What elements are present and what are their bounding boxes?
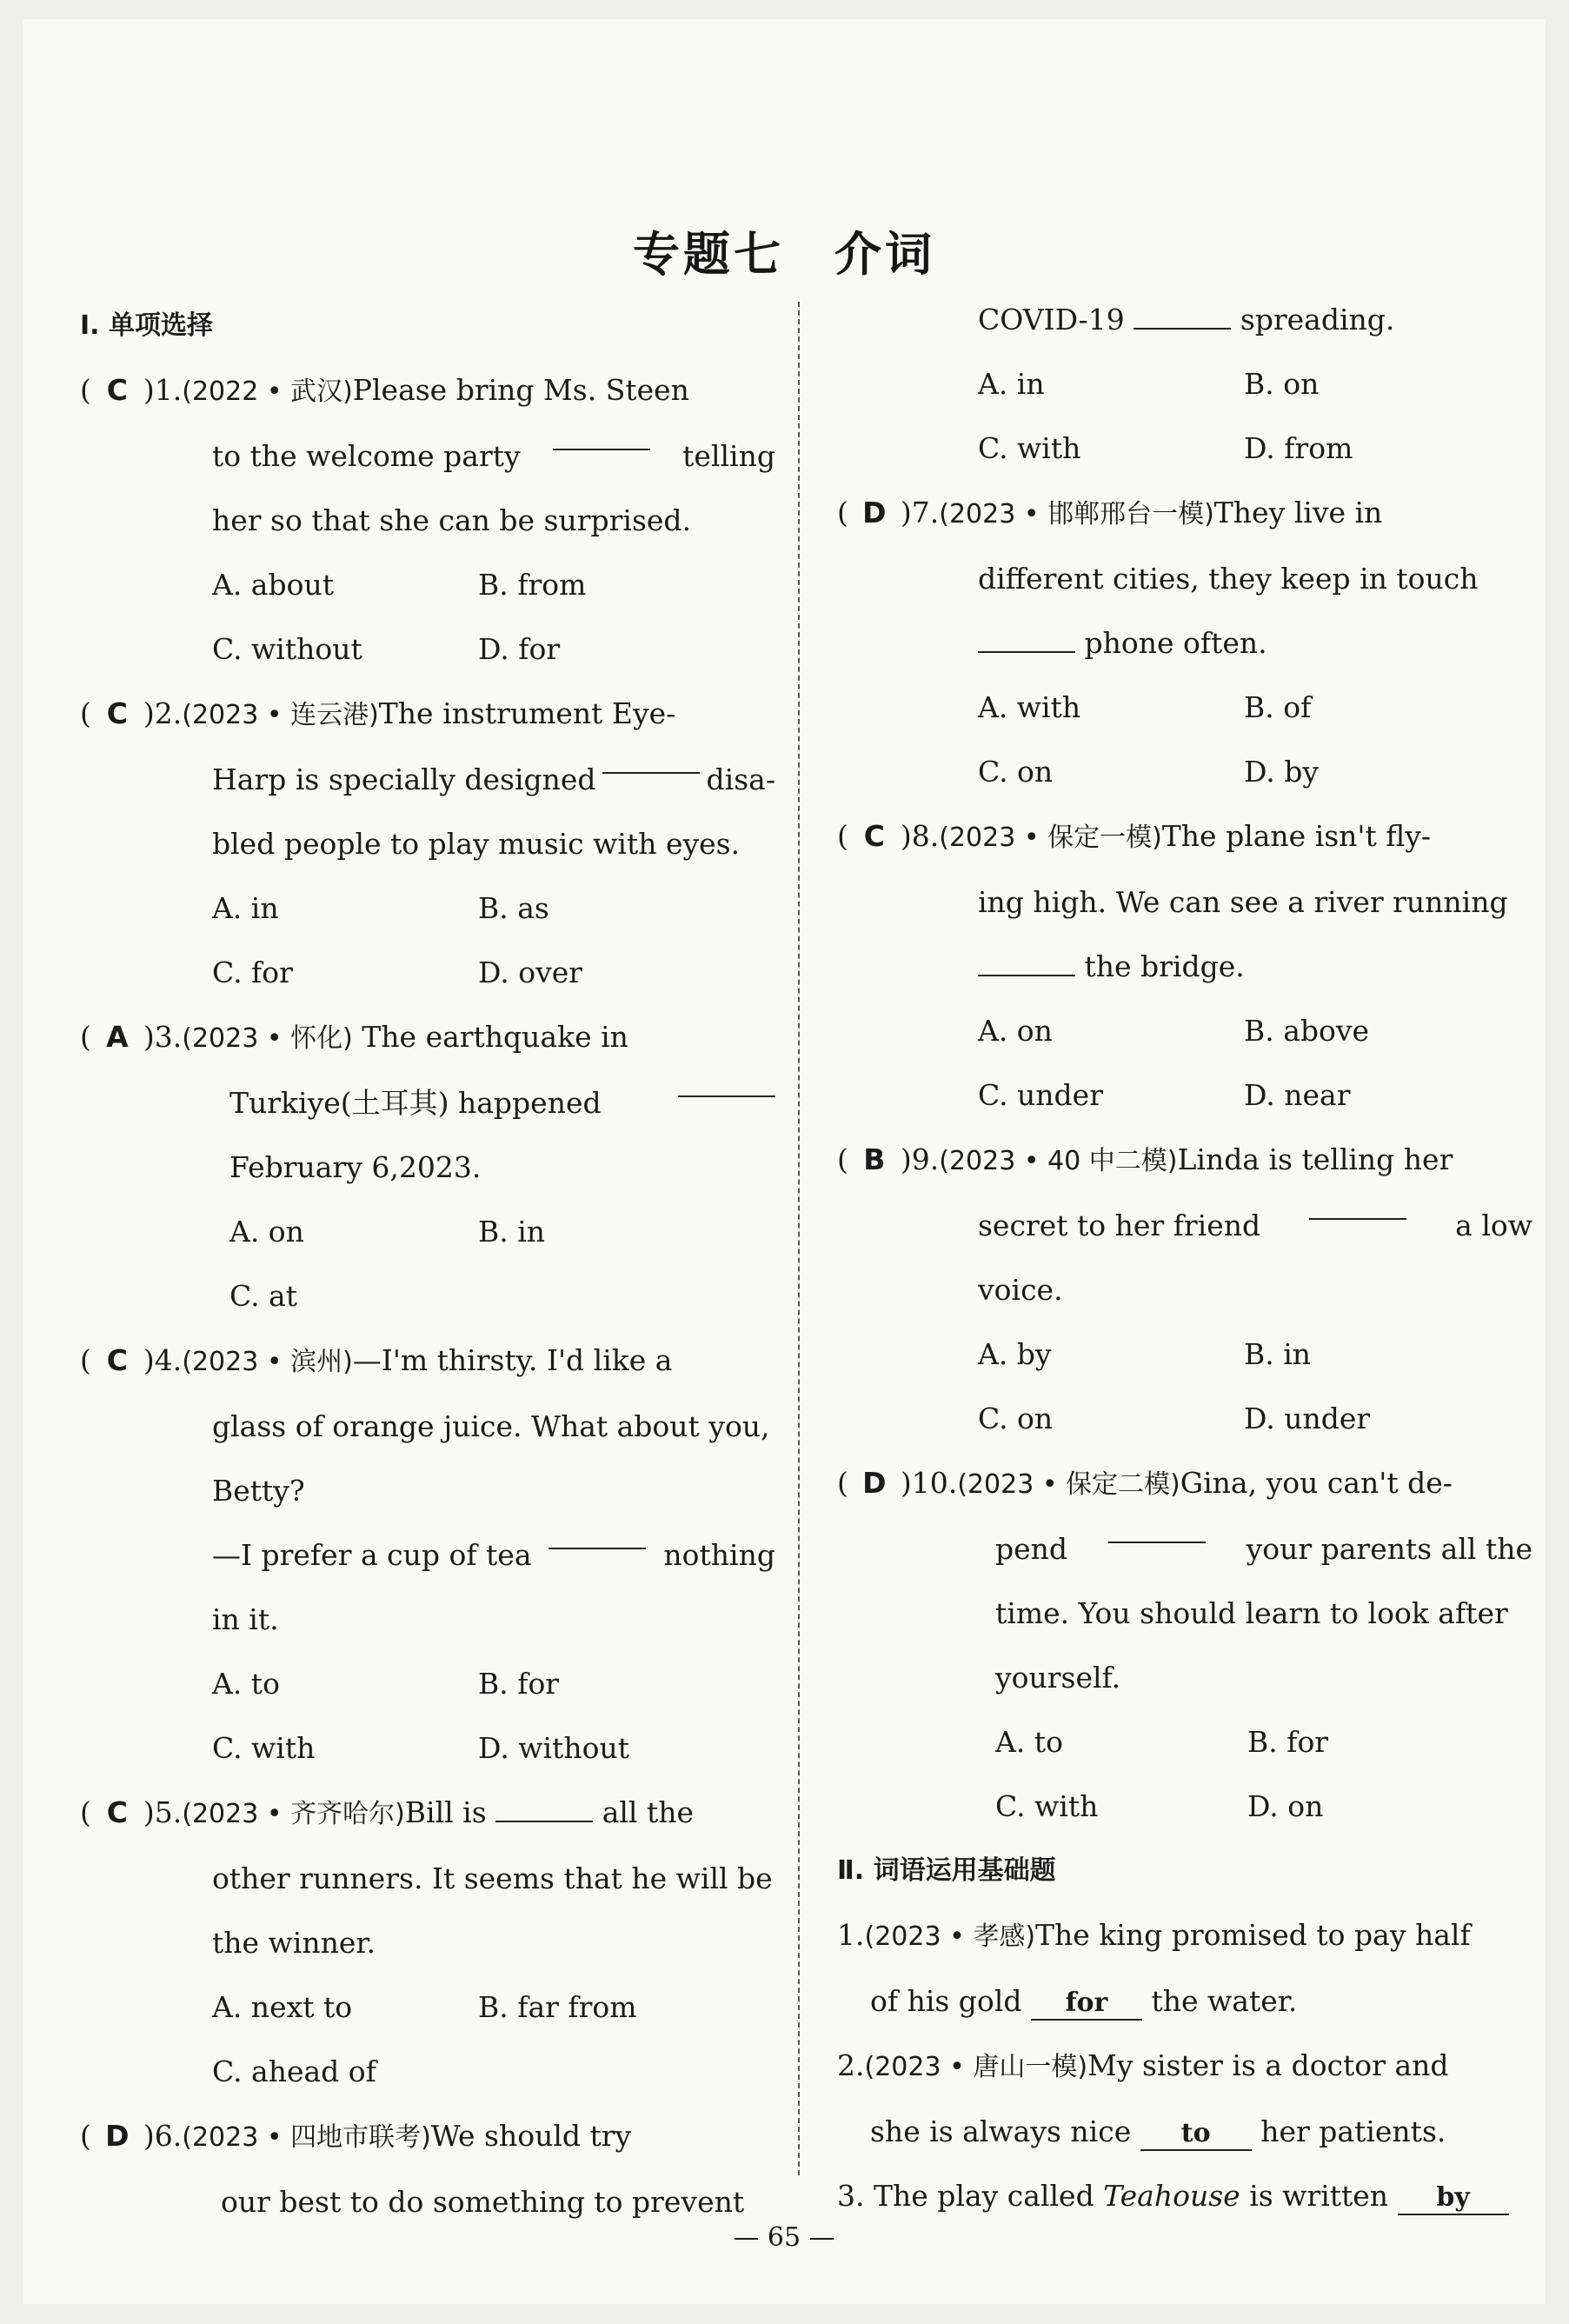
- question-number: 1.: [837, 1918, 865, 1952]
- question-text: The plane isn't fly-: [1161, 819, 1432, 853]
- question-text: other runners. It seems that he will be: [212, 1861, 773, 1895]
- question-text: the water.: [1151, 1984, 1298, 2018]
- question-text: —I prefer a cup of tea: [212, 1538, 532, 1572]
- question-source: (2023 • 保定一模): [939, 822, 1162, 853]
- question-text: pend: [995, 1532, 1068, 1566]
- answer-mark: B: [863, 1142, 886, 1176]
- question-source: (2023 • 唐山一模): [864, 2052, 1088, 2082]
- question-6-continued: [837, 288, 1532, 481]
- answer-mark: D: [862, 1466, 887, 1500]
- question-text: a low: [1455, 1209, 1532, 1242]
- answer-blank: [978, 950, 1075, 976]
- left-column: [80, 294, 775, 2234]
- question-source: (2022 • 武汉): [182, 376, 353, 407]
- answer-blank: [495, 1796, 593, 1822]
- question-number: 2.: [154, 696, 183, 730]
- option-c: C. with: [995, 1789, 1099, 1823]
- question-text: bled people to play music with eyes.: [212, 827, 741, 861]
- option-c: C. under: [978, 1078, 1103, 1112]
- question-text: the winner.: [212, 1926, 376, 1960]
- option-b: B. in: [1244, 1337, 1312, 1371]
- question-6: ( D )6.(2023 • 四地市联考)We should try our best to do something to prevent: [80, 2104, 775, 2234]
- option-a: A. by: [978, 1337, 1052, 1371]
- question-source: (2023 • 孝感): [864, 1921, 1036, 1952]
- question-text: disa-: [706, 762, 775, 796]
- question-text: in it.: [212, 1602, 279, 1636]
- question-number: 3.: [154, 1020, 183, 1054]
- option-d: D. under: [1244, 1402, 1371, 1435]
- question-text: yourself.: [995, 1661, 1121, 1695]
- filled-answer: for: [1031, 1988, 1142, 2021]
- option-a: A. on: [978, 1014, 1053, 1048]
- option-b: B. on: [1244, 367, 1320, 401]
- question-number: 10.: [911, 1466, 958, 1500]
- question-text: time. You should learn to look after: [995, 1596, 1508, 1630]
- option-b: B. for: [478, 1667, 560, 1701]
- option-b: B. far from: [478, 1990, 637, 2024]
- answer-mark: C: [106, 696, 128, 730]
- question-text: The instrument Eye-: [378, 696, 676, 730]
- worksheet-page: [23, 19, 1546, 2304]
- question-number: 4.: [154, 1343, 183, 1377]
- question-text: is written: [1249, 2179, 1389, 2213]
- question-text: Betty?: [212, 1474, 305, 1508]
- question-number: 1.: [154, 373, 183, 407]
- option-a: A. to: [995, 1725, 1063, 1759]
- question-source: (2023 • 保定二模): [957, 1469, 1180, 1500]
- section-heading-multiple-choice: Ⅰ. 单项选择: [80, 310, 214, 341]
- option-b: B. in: [478, 1215, 546, 1249]
- answer-mark: D: [862, 496, 887, 529]
- question-number: 2.: [837, 2048, 865, 2082]
- answer-mark: D: [105, 2119, 130, 2153]
- option-c: C. at: [229, 1279, 297, 1313]
- question-text: voice.: [978, 1273, 1063, 1307]
- question-7: ( D )7.(2023 • 邯郸邢台一模)They live in different cities, they keep in touch phone often. A. with B. of C. on D. by: [837, 481, 1532, 804]
- answer-blank: [548, 1523, 646, 1549]
- question-text: February 6,2023.: [229, 1150, 482, 1184]
- section-heading-word-usage: Ⅱ. 词语运用基础题: [837, 1855, 1056, 1886]
- question-text: her so that she can be surprised.: [212, 503, 692, 537]
- option-a: A. with: [978, 690, 1081, 724]
- question-text: Linda is telling her: [1177, 1142, 1453, 1176]
- answer-mark: C: [106, 1795, 128, 1829]
- question-text: We should try: [430, 2119, 632, 2153]
- option-d: D. for: [478, 632, 561, 666]
- question-2: ( C )2.(2023 • 连云港)The instrument Eye- Harp is specially designed disa- bled people to play music with eyes. A. in B. as C. for D. over: [80, 682, 775, 1005]
- question-text: Turkiye(土耳其) happened: [229, 1086, 602, 1120]
- option-b: B. as: [478, 891, 549, 925]
- question-source: (2023 • 滨州): [182, 1347, 353, 1377]
- question-text: phone often.: [1084, 626, 1267, 660]
- answer-blank: [1309, 1194, 1406, 1220]
- answer-blank: [678, 1071, 775, 1097]
- option-b: B. for: [1247, 1725, 1329, 1759]
- question-source: (2023 • 齐齐哈尔): [182, 1799, 405, 1829]
- answer-mark: C: [106, 1343, 128, 1377]
- question-4: ( C )4.(2023 • 滨州)—I'm thirsty. I'd like a glass of orange juice. What about you, Betty? —I prefer a cup of tea nothing in it. A. to B. for C. with D. without: [80, 1328, 775, 1781]
- question-text: of his gold: [870, 1984, 1022, 2018]
- question-text: The earthquake in: [362, 1020, 628, 1054]
- fill-question-2: [837, 2034, 1532, 2164]
- question-text: —I'm thirsty. I'd like a: [352, 1343, 673, 1377]
- option-a: A. about: [212, 568, 334, 602]
- page-number: — 65 —: [733, 2222, 835, 2253]
- question-8: ( C )8.(2023 • 保定一模)The plane isn't fly- ing high. We can see a river running the bridge. A. on B. above C. under D. near: [837, 804, 1532, 1128]
- question-text: the bridge.: [1084, 949, 1245, 983]
- question-1: ( C )1.(2022 • 武汉)Please bring Ms. Steen to the welcome party telling her so that she can be surprised. A. about B. from C. without D. for: [80, 358, 775, 682]
- question-number: 3.: [837, 2179, 865, 2213]
- question-text: telling: [682, 439, 775, 473]
- answer-blank: [1108, 1517, 1206, 1543]
- option-c: C. on: [978, 755, 1054, 789]
- fill-question-1: [837, 1903, 1532, 2034]
- question-number: 6.: [154, 2119, 183, 2153]
- option-a: A. to: [212, 1667, 280, 1701]
- fill-question-3: [837, 2164, 1532, 2228]
- question-text: to the welcome party: [212, 439, 521, 473]
- question-text: our best to do something to prevent: [221, 2185, 745, 2219]
- question-text: The play called: [874, 2179, 1094, 2213]
- filled-answer: to: [1140, 2118, 1252, 2151]
- question-text: she is always nice: [870, 2114, 1132, 2148]
- question-source: (2023 • 40 中二模): [939, 1146, 1178, 1176]
- answer-blank: [1134, 303, 1231, 330]
- italic-title: Teahouse: [1103, 2179, 1240, 2213]
- question-text: The king promised to pay half: [1035, 1918, 1471, 1952]
- question-10: ( D )10.(2023 • 保定二模)Gina, you can't de- pend your parents all the time. You should learn to look after yourself. A. to B. for C. with D. on: [837, 1451, 1532, 1839]
- option-d: D. on: [1247, 1789, 1324, 1823]
- option-a: A. on: [229, 1215, 304, 1249]
- question-text: My sister is a doctor and: [1087, 2048, 1449, 2082]
- option-b: B. from: [478, 568, 587, 602]
- option-c: C. on: [978, 1402, 1054, 1435]
- option-c: C. with: [978, 431, 1081, 465]
- answer-mark: C: [863, 819, 885, 853]
- answer-blank: [602, 748, 700, 774]
- question-text: Please bring Ms. Steen: [352, 373, 689, 407]
- option-d: D. over: [478, 956, 583, 989]
- question-number: 5.: [154, 1795, 183, 1829]
- option-b: B. of: [1244, 690, 1312, 724]
- question-3: ( A )3.(2023 • 怀化) The earthquake in Turkiye(土耳其) happened February 6,2023. A. on B. in C. at: [80, 1005, 775, 1328]
- question-text: Harp is specially designed: [212, 762, 596, 796]
- question-text: your parents all the: [1246, 1532, 1532, 1566]
- option-b: B. above: [1244, 1014, 1370, 1048]
- question-text: all the: [602, 1795, 695, 1829]
- option-d: D. near: [1244, 1078, 1351, 1112]
- question-text: secret to her friend: [978, 1209, 1261, 1242]
- option-c: C. with: [212, 1731, 316, 1765]
- question-text: ing high. We can see a river running: [978, 885, 1508, 919]
- column-divider: [798, 302, 800, 2175]
- question-text: Bill is: [404, 1795, 487, 1829]
- right-column: [837, 288, 1532, 2228]
- question-source: (2023 • 邯郸邢台一模): [939, 499, 1214, 529]
- question-source: (2023 • 四地市联考): [182, 2122, 431, 2153]
- answer-blank: [978, 627, 1075, 653]
- question-text: different cities, they keep in touch: [978, 562, 1479, 596]
- question-text: glass of orange juice. What about you,: [212, 1409, 770, 1443]
- option-d: D. by: [1244, 755, 1320, 789]
- answer-blank: [553, 424, 650, 450]
- question-text: her patients.: [1260, 2114, 1446, 2148]
- answer-mark: C: [106, 373, 128, 407]
- question-text: COVID-19: [978, 303, 1125, 336]
- question-5: ( C )5.(2023 • 齐齐哈尔)Bill is all the other runners. It seems that he will be the winner. A. next to B. far from C. ahead of: [80, 1781, 775, 2104]
- option-c: C. for: [212, 956, 293, 989]
- question-number: 9.: [911, 1142, 940, 1176]
- page-title: 专题七 介词: [633, 227, 935, 282]
- question-source: (2023 • 连云港): [182, 700, 379, 730]
- question-9: ( B )9.(2023 • 40 中二模)Linda is telling her secret to her friend a low voice. A. by B. in C. on D. under: [837, 1128, 1532, 1451]
- question-text: They live in: [1213, 496, 1383, 529]
- question-number: 8.: [911, 819, 940, 853]
- question-text: nothing: [663, 1538, 775, 1572]
- option-a: A. in: [212, 891, 279, 925]
- question-text: Gina, you can't de-: [1180, 1466, 1453, 1500]
- question-source: (2023 • 怀化): [182, 1023, 353, 1054]
- option-c: C. ahead of: [212, 2054, 376, 2088]
- option-a: A. in: [978, 367, 1045, 401]
- question-text: spreading.: [1240, 303, 1395, 336]
- answer-mark: A: [106, 1020, 129, 1054]
- option-c: C. without: [212, 632, 362, 666]
- option-a: A. next to: [212, 1990, 353, 2024]
- question-number: 7.: [911, 496, 940, 529]
- option-d: D. without: [478, 1731, 629, 1765]
- filled-answer: by: [1398, 2182, 1509, 2215]
- option-d: D. from: [1244, 431, 1353, 465]
